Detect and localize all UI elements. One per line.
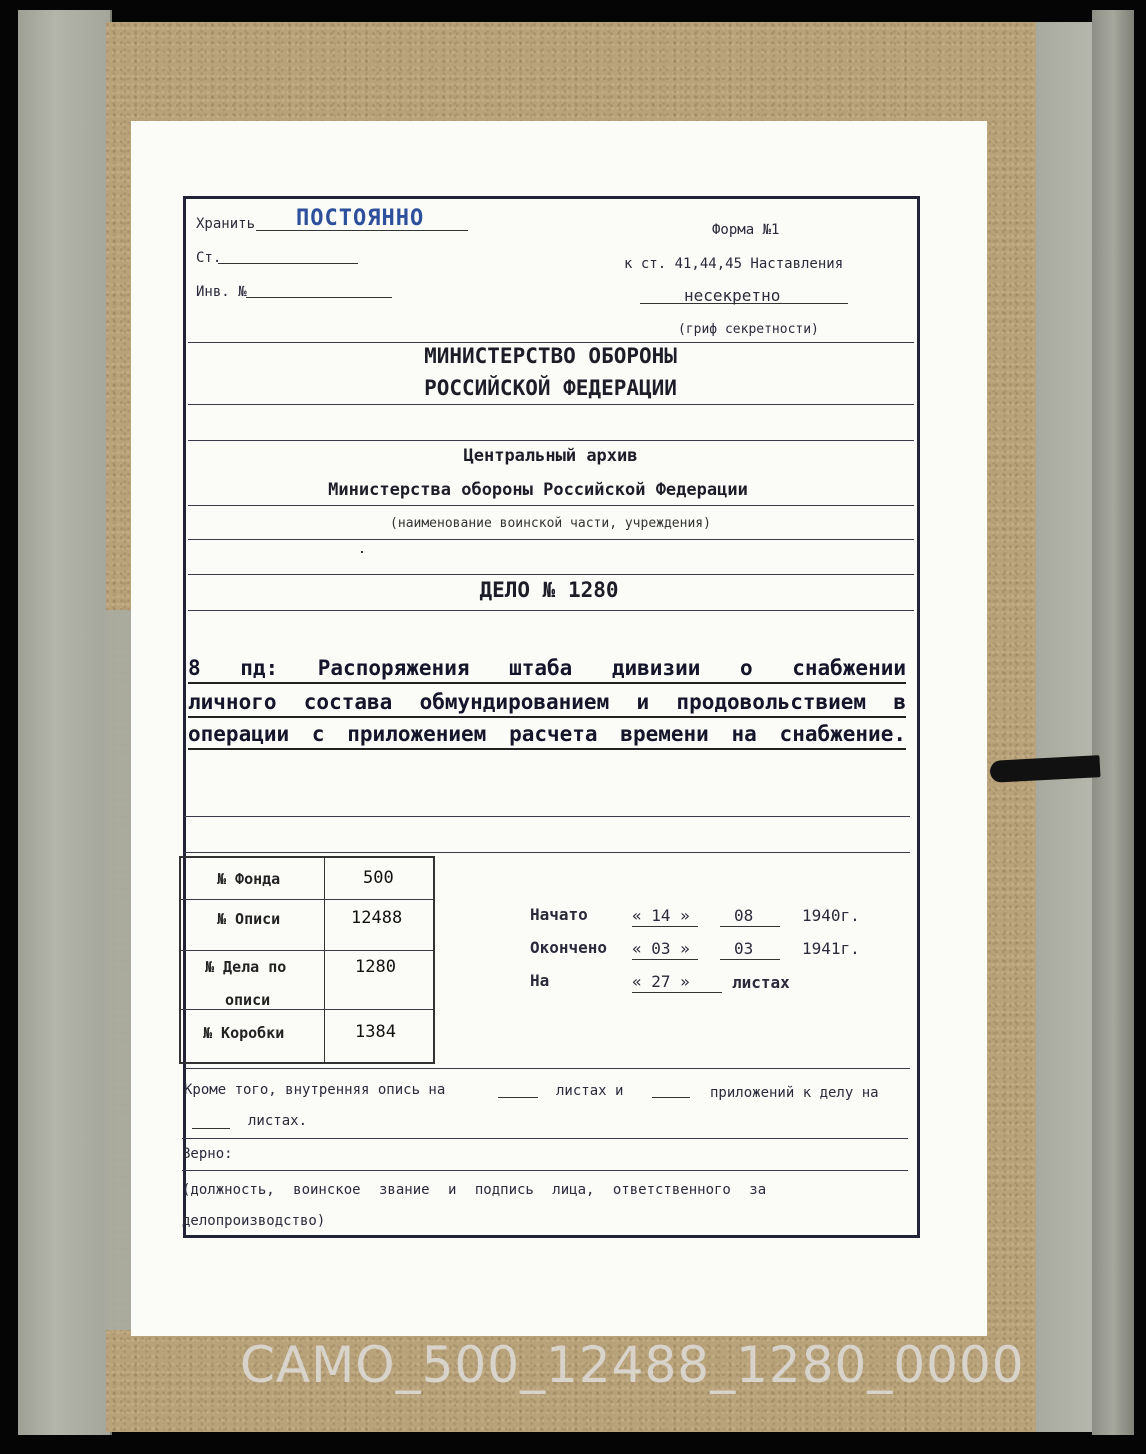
storage-term-stamp: ПОСТОЯННО	[296, 206, 425, 231]
started-year: 1940г.	[802, 906, 860, 925]
archive-caption: (наименование воинской части, учреждения)	[390, 516, 711, 531]
opis-label: № Описи	[217, 910, 281, 928]
started-label: Начато	[530, 905, 588, 924]
case-description-line-1: 8 пд: Распоряжения штаба дивизии о снабжении	[188, 656, 906, 680]
ended-month: 03	[734, 939, 754, 958]
nastavleniya-ref: к ст. 41,44,45 Наставления	[624, 256, 844, 272]
delo-label-line-2: описи	[225, 991, 271, 1009]
inv-label: Инв. №	[196, 284, 247, 300]
signature-caption-line-1: (должность, воинское звание и подпись лица, ответственного за	[182, 1182, 767, 1198]
sheets-count: « 27 »	[632, 972, 690, 991]
divider	[188, 440, 914, 441]
secrecy-caption: (гриф секретности)	[678, 322, 819, 337]
korobka-label: № Коробки	[203, 1024, 285, 1042]
inventory-note-part-1: Кроме того, внутренняя опись на	[184, 1082, 446, 1098]
korobka-value: 1384	[355, 1022, 396, 1042]
case-underline	[188, 716, 906, 718]
delo-value: 1280	[355, 957, 396, 977]
case-underline	[188, 748, 906, 750]
folder-spine-right	[1092, 10, 1134, 1435]
started-month-underline	[720, 926, 780, 927]
divider	[188, 505, 914, 506]
ministry-line-2: РОССИЙСКОЙ ФЕДЕРАЦИИ	[424, 376, 677, 400]
divider	[188, 610, 914, 611]
delo-label-line-1: № Дела по	[205, 958, 287, 976]
sheets-underline	[632, 992, 722, 993]
secrecy-value: несекретно	[684, 286, 781, 305]
inventory-note-part-2: листах и	[556, 1083, 624, 1099]
case-title: ДЕЛО № 1280	[479, 578, 619, 602]
ended-year: 1941г.	[802, 939, 860, 958]
sheets-label: листах	[732, 973, 790, 992]
attachments-blank	[652, 1097, 690, 1098]
case-description-line-3: операции с приложением расчета времени на снабжение.	[188, 722, 906, 746]
khranit-label: Хранить	[196, 216, 256, 232]
table-row-divider	[181, 950, 433, 951]
table-row-divider	[181, 1009, 433, 1010]
st-label: Ст.	[196, 250, 222, 266]
secrecy-underline	[640, 303, 848, 304]
st-underline	[218, 263, 358, 264]
inv-underline	[246, 297, 392, 298]
ended-month-underline	[720, 959, 780, 960]
started-day-underline	[632, 926, 698, 927]
archive-numbers-table	[179, 856, 435, 1064]
divider	[184, 1068, 910, 1069]
divider	[184, 816, 910, 817]
table-column-divider	[324, 858, 325, 1062]
archive-line-1: Центральный архив	[463, 446, 638, 466]
form-number: Форма №1	[712, 222, 780, 238]
signature-caption-line-2: делопроизводство)	[182, 1213, 326, 1229]
archive-watermark: CAMO_500_12488_1280_0000	[240, 1336, 1025, 1394]
na-label: На	[530, 971, 550, 990]
started-day: « 14 »	[632, 906, 690, 925]
ended-label: Окончено	[530, 938, 608, 957]
divider	[188, 539, 914, 540]
ended-day: « 03 »	[632, 939, 690, 958]
folder-spine-left	[18, 10, 112, 1435]
started-month: 08	[734, 906, 754, 925]
divider	[188, 342, 914, 343]
fond-label: № Фонда	[217, 870, 281, 888]
case-underline	[188, 682, 906, 684]
table-row-divider	[181, 899, 433, 900]
divider	[184, 852, 910, 853]
archive-line-2: Министерства обороны Российской Федерации	[328, 480, 748, 500]
inventory-note-part-3: приложений к делу на	[710, 1085, 879, 1101]
fond-value: 500	[363, 868, 394, 888]
inventory-sheets-blank	[498, 1097, 538, 1098]
ink-dot	[361, 551, 363, 553]
divider	[182, 1170, 908, 1171]
inventory-note-line-2: листах.	[248, 1113, 308, 1129]
ministry-line-1: МИНИСТЕРСТВО ОБОРОНЫ	[424, 344, 677, 368]
attachment-sheets-blank	[192, 1128, 230, 1129]
ended-day-underline	[632, 959, 698, 960]
divider	[188, 404, 914, 405]
divider	[182, 1138, 908, 1139]
divider	[188, 574, 914, 575]
verno-label: Верно:	[182, 1146, 233, 1162]
case-description-line-2: личного состава обмундированием и продовольствием в	[188, 690, 906, 714]
opis-value: 12488	[351, 908, 403, 928]
